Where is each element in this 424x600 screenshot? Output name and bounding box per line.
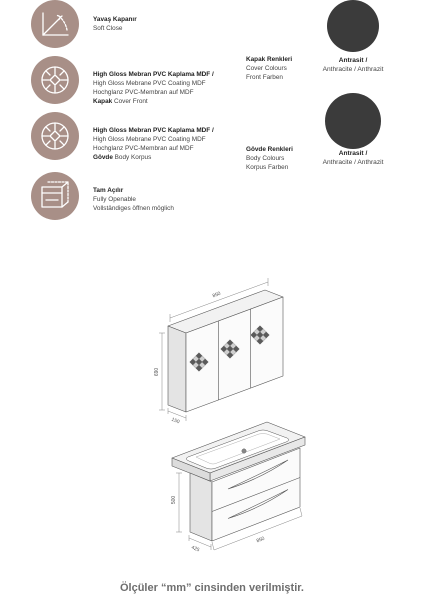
mirror-cabinet <box>168 290 283 412</box>
dim-label-base-height: 500 <box>171 495 177 505</box>
feature-title: High Gloss Mebran PVC Kaplama MDF / <box>93 71 214 78</box>
feature-body-material <box>93 126 214 162</box>
dim-extension <box>212 542 214 550</box>
feature-soft-close <box>93 15 137 33</box>
feature-part-en: Cover Front <box>113 98 148 105</box>
feature-title: Tam Açılır <box>93 187 124 194</box>
product-technical-drawing <box>150 270 320 560</box>
feature-line: High Gloss Mebrane PVC Coating MDF <box>93 136 206 143</box>
feature-part <box>93 97 214 106</box>
soft-close-icon-graphic <box>31 0 79 48</box>
feature-part-tr: Gövde <box>93 154 113 161</box>
high-gloss-icon-graphic <box>31 56 79 104</box>
feature-front-material <box>93 70 214 106</box>
front-colour-name-tr: Antrasit / <box>338 57 368 64</box>
feature-line: Hochglanz PVC-Membran auf MDF <box>93 89 194 96</box>
front-colours-title: Kapak Renkleri <box>246 56 293 63</box>
body-colour-swatch <box>325 93 381 149</box>
body-colours-title: Gövde Renkleri <box>246 146 293 153</box>
dim-label-base-width: 850 <box>255 535 266 545</box>
full-open-icon-graphic <box>31 172 79 220</box>
body-colour-label <box>303 150 403 167</box>
mirror-cabinet-side <box>168 326 186 412</box>
body-colours-heading <box>246 145 293 172</box>
dim-label-mirror-depth: 150 <box>170 416 181 426</box>
body-colour-name-tr: Antrasit / <box>338 150 368 157</box>
feature-part-en: Body Korpus <box>114 154 152 161</box>
front-colour-name-en: Anthracite / Anthrazit <box>322 65 384 73</box>
body-colours-sub-en: Body Colours <box>246 155 285 162</box>
feature-full-open <box>93 186 174 213</box>
high-gloss-icon-graphic <box>31 112 79 160</box>
dim-line-mirror-depth <box>168 411 186 418</box>
feature-line: Vollständiges öffnen möglich <box>93 205 174 212</box>
high-gloss-icon <box>31 112 79 160</box>
base-cabinet-side <box>190 473 212 541</box>
feature-line: Soft Close <box>93 25 123 32</box>
dim-extension <box>300 508 302 516</box>
units-footnote: Ölçüler “mm” cinsinden verilmiştir. <box>119 582 304 594</box>
feature-part <box>93 153 214 162</box>
dim-label-base-depth: 425 <box>190 544 201 554</box>
dim-label-mirror-width: 850 <box>211 290 222 300</box>
feature-line: High Gloss Mebrane PVC Coating MDF <box>93 80 206 87</box>
body-colour-name-en: Anthracite / Anthrazit <box>322 158 384 166</box>
front-colour-label <box>303 57 403 74</box>
feature-title: Yavaş Kapanır <box>93 16 137 23</box>
feature-part-tr: Kapak <box>93 98 113 105</box>
base-cabinet <box>172 422 305 541</box>
feature-line: Hochglanz PVC-Membran auf MDF <box>93 145 194 152</box>
soft-close-icon <box>31 0 79 48</box>
front-colour-swatch <box>327 0 379 52</box>
dim-label-mirror-height: 690 <box>154 367 160 377</box>
body-colours-sub-de: Korpus Farben <box>246 164 289 171</box>
feature-title: High Gloss Mebran PVC Kaplama MDF / <box>93 127 214 134</box>
feature-line: Fully Openable <box>93 196 136 203</box>
basin-drain <box>242 449 246 453</box>
full-open-icon <box>31 172 79 220</box>
front-colours-heading <box>246 55 292 82</box>
front-colours-sub-de: Front Farben <box>246 74 283 81</box>
high-gloss-icon <box>31 56 79 104</box>
front-colours-sub-en: Cover Colours <box>246 65 287 72</box>
